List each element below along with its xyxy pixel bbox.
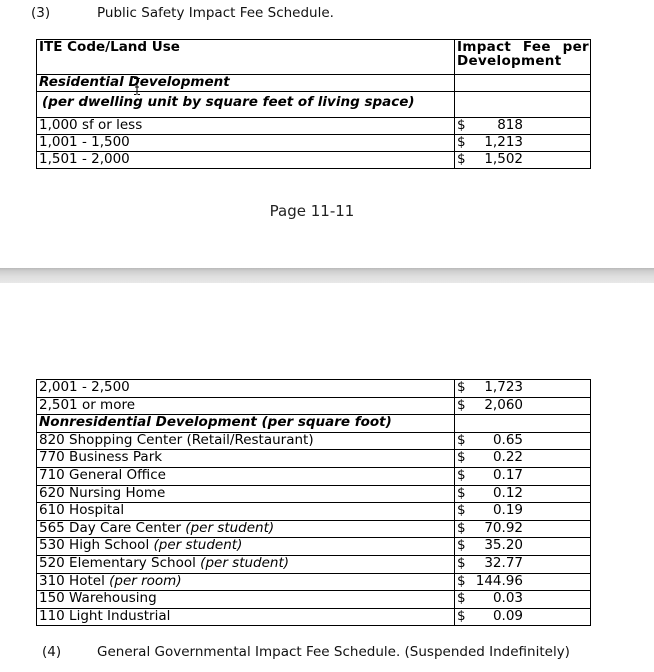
- header-land-use: ITE Code/Land Use: [37, 40, 455, 75]
- category-row-nonresidential: [37, 415, 591, 433]
- fee-amount: 32.77: [484, 555, 523, 571]
- public-safety-fee-table: [36, 39, 591, 169]
- fee-amount: 1,502: [484, 151, 523, 167]
- currency-symbol: $: [457, 449, 466, 466]
- section-number: (3): [31, 5, 51, 21]
- empty-cell: [455, 75, 591, 92]
- fee-amount: 1,723: [484, 379, 523, 395]
- table-row: [37, 555, 591, 573]
- land-use-label: 310 Hotel (per room): [37, 573, 455, 591]
- header-word: per: [562, 39, 589, 55]
- fee-amount: 0.03: [492, 590, 523, 607]
- fee-value: [455, 450, 591, 468]
- land-use-label: 1,501 - 2,000: [37, 152, 455, 169]
- empty-cell: [455, 415, 591, 433]
- section-title: Public Safety Impact Fee Schedule.: [97, 5, 334, 21]
- table-header-row: [37, 40, 591, 75]
- fee-amount: 0.09: [492, 608, 523, 624]
- fee-value: [455, 380, 591, 398]
- table-row: [37, 608, 591, 626]
- table-row: [37, 485, 591, 503]
- currency-symbol: $: [457, 117, 466, 133]
- fee-value: [455, 573, 591, 591]
- land-use-label: 610 Hospital: [37, 503, 455, 521]
- currency-symbol: $: [457, 520, 466, 536]
- fee-amount: 70.92: [484, 520, 523, 536]
- table-row: [37, 520, 591, 538]
- table-row: [37, 591, 591, 609]
- category-label: Residential Development: [37, 75, 455, 92]
- currency-symbol: $: [457, 485, 466, 501]
- fee-value: [455, 591, 591, 609]
- category-row-residential: [37, 75, 591, 92]
- fee-amount: 144.96: [475, 573, 523, 589]
- fee-amount: 2,060: [484, 397, 523, 413]
- currency-symbol: $: [457, 151, 466, 167]
- table-row: [37, 432, 591, 450]
- fee-value: [455, 152, 591, 169]
- currency-symbol: $: [457, 573, 466, 589]
- fee-value: [455, 608, 591, 626]
- fee-amount: 0.22: [492, 449, 523, 466]
- header-impact-fee: [455, 40, 591, 75]
- currency-symbol: $: [457, 134, 466, 150]
- fee-value: [455, 467, 591, 485]
- section-number: (4): [42, 644, 62, 660]
- empty-cell: [455, 92, 591, 118]
- currency-symbol: $: [457, 379, 466, 395]
- fee-value: [455, 485, 591, 503]
- table-row: [37, 118, 591, 135]
- land-use-label: 2,001 - 2,500: [37, 380, 455, 398]
- fee-value: [455, 503, 591, 521]
- header-word: Fee: [522, 39, 551, 55]
- table-row: [37, 380, 591, 398]
- fee-value: [455, 397, 591, 415]
- land-use-label: 530 High School (per student): [37, 538, 455, 556]
- fee-amount: 0.65: [492, 432, 523, 448]
- table-row: [37, 538, 591, 556]
- table-row: [37, 152, 591, 169]
- table-row: [37, 450, 591, 468]
- fee-value: [455, 432, 591, 450]
- category-subtitle: (per dwelling unit by square feet of living space): [37, 92, 455, 118]
- land-use-label: 110 Light Industrial: [37, 608, 455, 626]
- fee-amount: 0.12: [492, 485, 523, 501]
- table-row: [37, 467, 591, 485]
- fee-amount: 1,213: [484, 134, 523, 150]
- fee-value: [455, 118, 591, 135]
- table-row: [37, 397, 591, 415]
- land-use-label: 620 Nursing Home: [37, 485, 455, 503]
- currency-symbol: $: [457, 397, 466, 413]
- land-use-label: 565 Day Care Center (per student): [37, 520, 455, 538]
- fee-amount: 0.17: [492, 467, 523, 483]
- header-word: Development: [457, 53, 562, 69]
- currency-symbol: $: [457, 537, 466, 554]
- land-use-label: 520 Elementary School (per student): [37, 555, 455, 573]
- currency-symbol: $: [457, 502, 466, 519]
- land-use-label: 2,501 or more: [37, 397, 455, 415]
- fee-value: [455, 520, 591, 538]
- currency-symbol: $: [457, 608, 466, 624]
- land-use-label: 150 Warehousing: [37, 591, 455, 609]
- fee-amount: 35.20: [484, 537, 523, 554]
- fee-value: [455, 538, 591, 556]
- fee-amount: 818: [497, 117, 523, 133]
- header-word: Impact: [457, 39, 512, 55]
- currency-symbol: $: [457, 555, 466, 571]
- land-use-label: 710 General Office: [37, 467, 455, 485]
- public-safety-fee-table-continued: [36, 379, 591, 626]
- table-row: [37, 135, 591, 152]
- fee-value: [455, 135, 591, 152]
- currency-symbol: $: [457, 432, 466, 448]
- fee-amount: 0.19: [492, 502, 523, 519]
- page-separator: [0, 268, 654, 283]
- currency-symbol: $: [457, 590, 466, 607]
- land-use-label: 770 Business Park: [37, 450, 455, 468]
- subtitle-row: [37, 92, 591, 118]
- currency-symbol: $: [457, 467, 466, 483]
- category-label: Nonresidential Development (per square foot): [37, 415, 455, 433]
- fee-value: [455, 555, 591, 573]
- table-row: [37, 503, 591, 521]
- land-use-label: 820 Shopping Center (Retail/Restaurant): [37, 432, 455, 450]
- table-row: [37, 573, 591, 591]
- land-use-label: 1,000 sf or less: [37, 118, 455, 135]
- document-page-1: [0, 0, 654, 268]
- page-number: Page 11-11: [269, 202, 355, 220]
- section-title: General Governmental Impact Fee Schedule. (Suspended Indefinitely): [97, 644, 570, 660]
- land-use-label: 1,001 - 1,500: [37, 135, 455, 152]
